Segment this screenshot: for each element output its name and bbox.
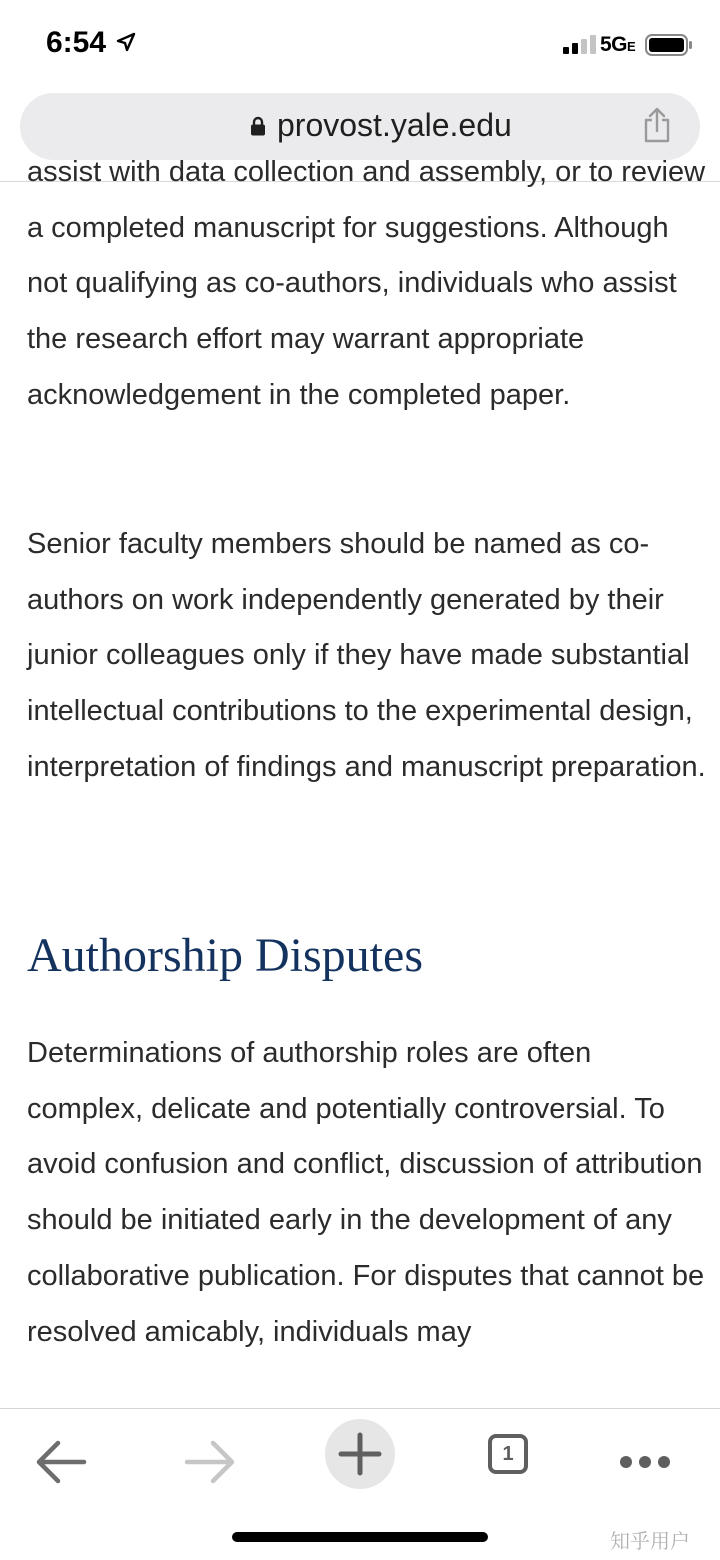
article-paragraph: Determinations of authorship roles are often complex, delicate and potentially controversial. To avoid confusion and conflict, discussion of attribution should be initiated early in the development of any collaborative publication. For disputes that cannot be resolved amicably, individuals may: [27, 1037, 705, 1348]
share-icon[interactable]: [642, 107, 672, 143]
lock-icon: [250, 116, 266, 136]
back-arrow-icon[interactable]: [26, 1427, 96, 1497]
battery-icon: [645, 34, 693, 56]
network-type: 5GE: [600, 33, 636, 56]
forward-arrow-icon[interactable]: [175, 1427, 245, 1497]
article-paragraph: assist with data collection and assembly, or to review a completed manuscript for suggestions. Although not qualifying as co-authors, individuals who assist the research effort may warrant appropriate acknowledgement in the completed paper.: [27, 156, 706, 411]
url-text[interactable]: provost.yale.edu: [277, 107, 512, 143]
section-heading: Authorship Disputes: [27, 929, 423, 982]
home-indicator[interactable]: [232, 1532, 488, 1542]
status-bar: [0, 0, 720, 90]
tab-switcher-button[interactable]: 1: [488, 1434, 528, 1474]
article-paragraph: Senior faculty members should be named as co-authors on work independently generated by their junior colleagues only if they have made substantial intellectual contributions to the experimental design, interpretation of findings and manuscript preparation.: [27, 528, 706, 783]
more-options-icon[interactable]: [610, 1427, 680, 1497]
clock: 6:54: [46, 26, 107, 59]
location-arrow-icon: [116, 32, 136, 52]
watermark: 知乎用户: [610, 1529, 690, 1553]
page-content[interactable]: [0, 156, 720, 1408]
cellular-signal-icon: [563, 34, 597, 54]
new-tab-button[interactable]: [325, 1419, 395, 1489]
plus-icon: [325, 1419, 395, 1489]
